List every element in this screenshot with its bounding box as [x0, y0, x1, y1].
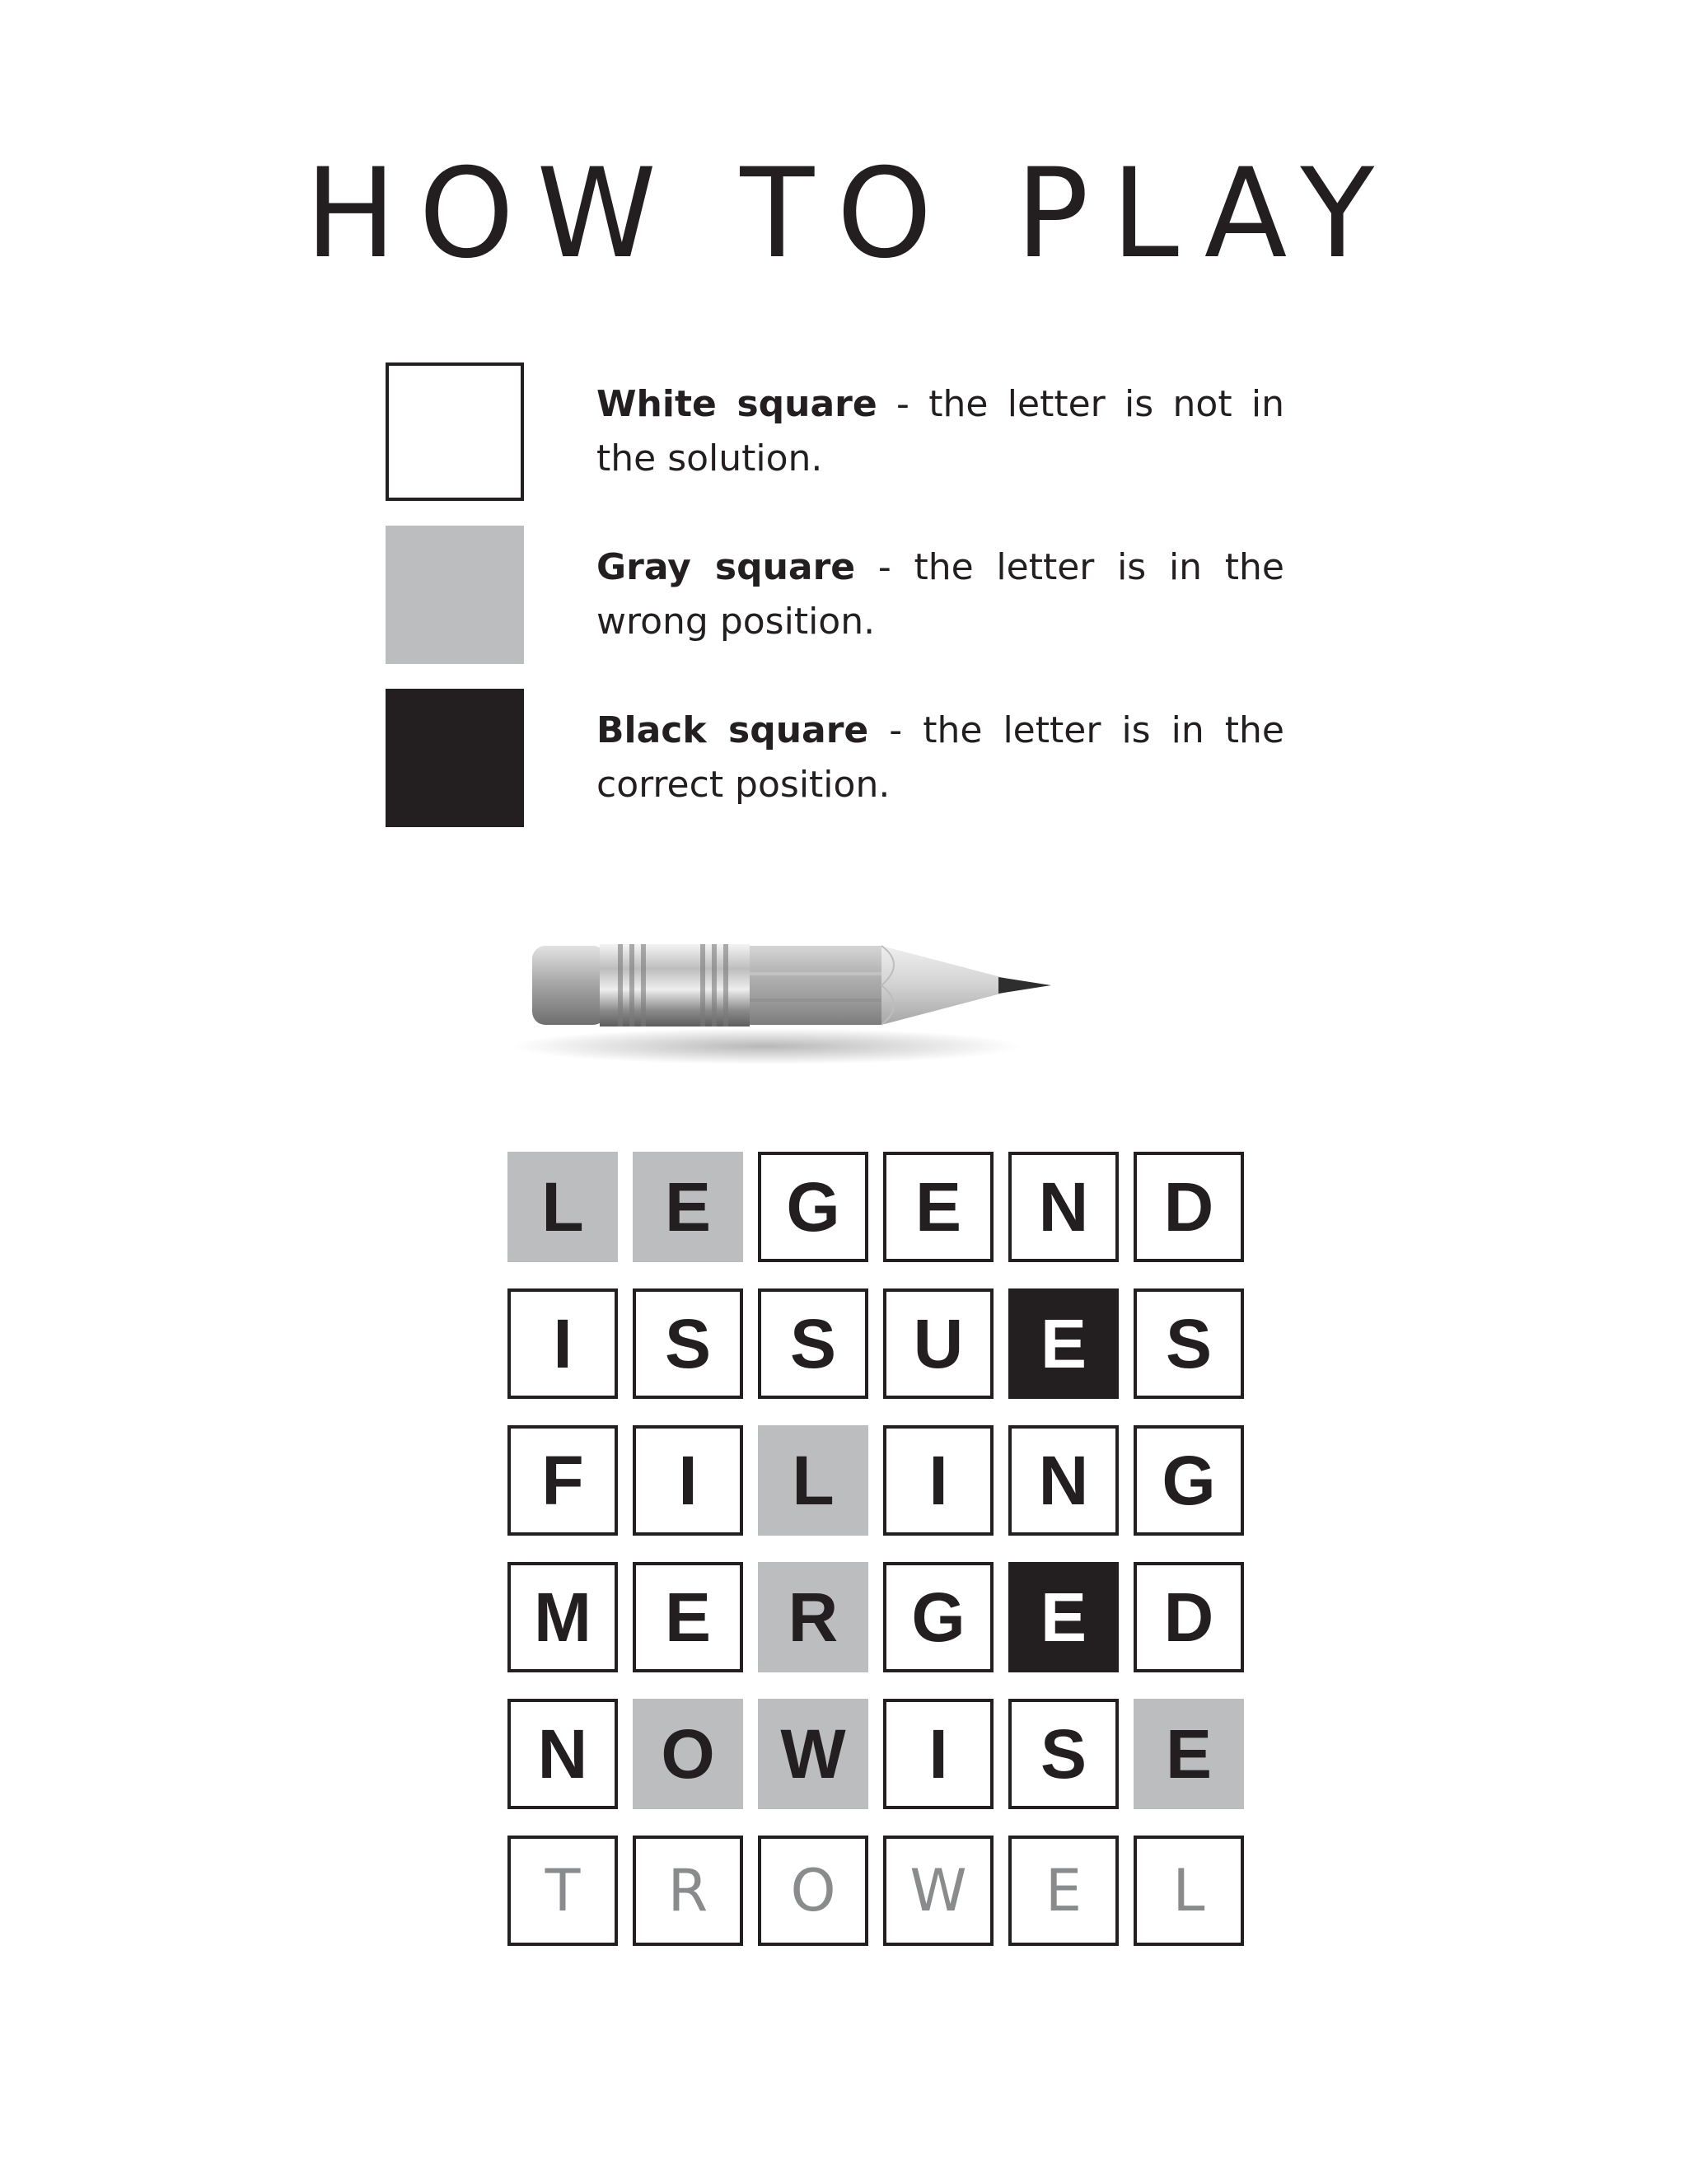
letter-tile: M: [507, 1562, 618, 1672]
letter-tile: E: [1008, 1288, 1119, 1399]
legend-black: [386, 689, 1284, 827]
letter-tile: R: [758, 1562, 868, 1672]
letter-tile: U: [883, 1288, 994, 1399]
letter-tile: D: [1134, 1152, 1244, 1262]
letter-tile: I: [883, 1425, 994, 1536]
letter-tile: E: [633, 1152, 743, 1262]
pencil-icon: [494, 923, 1120, 1087]
grid-row: [507, 1699, 1245, 1809]
letter-tile: L: [507, 1152, 618, 1262]
letter-tile: E: [883, 1152, 994, 1262]
grid-row: [507, 1425, 1245, 1536]
white-square-swatch: [386, 362, 524, 501]
letter-tile[interactable]: L: [1134, 1836, 1244, 1946]
letter-tile: E: [633, 1562, 743, 1672]
legend-white-text: [596, 377, 1284, 486]
legend-black-text: [596, 704, 1284, 812]
letter-tile[interactable]: W: [883, 1836, 994, 1946]
letter-tile: N: [1008, 1425, 1119, 1536]
letter-tile: D: [1134, 1562, 1244, 1672]
letter-tile[interactable]: R: [633, 1836, 743, 1946]
grid-row: [507, 1152, 1245, 1262]
page-title: HOW TO PLAY: [305, 143, 1397, 286]
letter-tile: N: [1008, 1152, 1119, 1262]
legend-gray: [386, 526, 1284, 664]
letter-tile: W: [758, 1699, 868, 1809]
gray-square-swatch: [386, 526, 524, 664]
legend-term: Black square: [596, 709, 869, 751]
letter-tile: S: [758, 1288, 868, 1399]
letter-tile[interactable]: T: [507, 1836, 618, 1946]
letter-tile: S: [633, 1288, 743, 1399]
letter-tile: E: [1134, 1699, 1244, 1809]
letter-tile: I: [507, 1288, 618, 1399]
letter-tile: F: [507, 1425, 618, 1536]
letter-tile: E: [1008, 1562, 1119, 1672]
letter-tile: I: [883, 1699, 994, 1809]
letter-tile: G: [758, 1152, 868, 1262]
legend-description: - the letter is in the wrong position.: [596, 546, 1284, 643]
legend-term: White square: [596, 383, 877, 425]
grid-row: [507, 1288, 1245, 1399]
letter-tile: S: [1134, 1288, 1244, 1399]
letter-tile: L: [758, 1425, 868, 1536]
letter-tile: O: [633, 1699, 743, 1809]
letter-tile: G: [1134, 1425, 1244, 1536]
letter-tile: N: [507, 1699, 618, 1809]
grid-row: [507, 1562, 1245, 1672]
legend-term: Gray square: [596, 546, 856, 588]
legend-white: [386, 362, 1284, 501]
letter-tile: I: [633, 1425, 743, 1536]
letter-tile[interactable]: E: [1008, 1836, 1119, 1946]
black-square-swatch: [386, 689, 524, 827]
letter-tile[interactable]: O: [758, 1836, 868, 1946]
letter-tile: S: [1008, 1699, 1119, 1809]
grid-row: [507, 1836, 1245, 1946]
puzzle-grid: [507, 1152, 1245, 1972]
legend-description: - the letter is not in the solution.: [596, 383, 1285, 479]
legend-description: - the letter is in the correct position.: [596, 709, 1284, 806]
letter-tile: G: [883, 1562, 994, 1672]
legend-gray-text: [596, 540, 1284, 649]
